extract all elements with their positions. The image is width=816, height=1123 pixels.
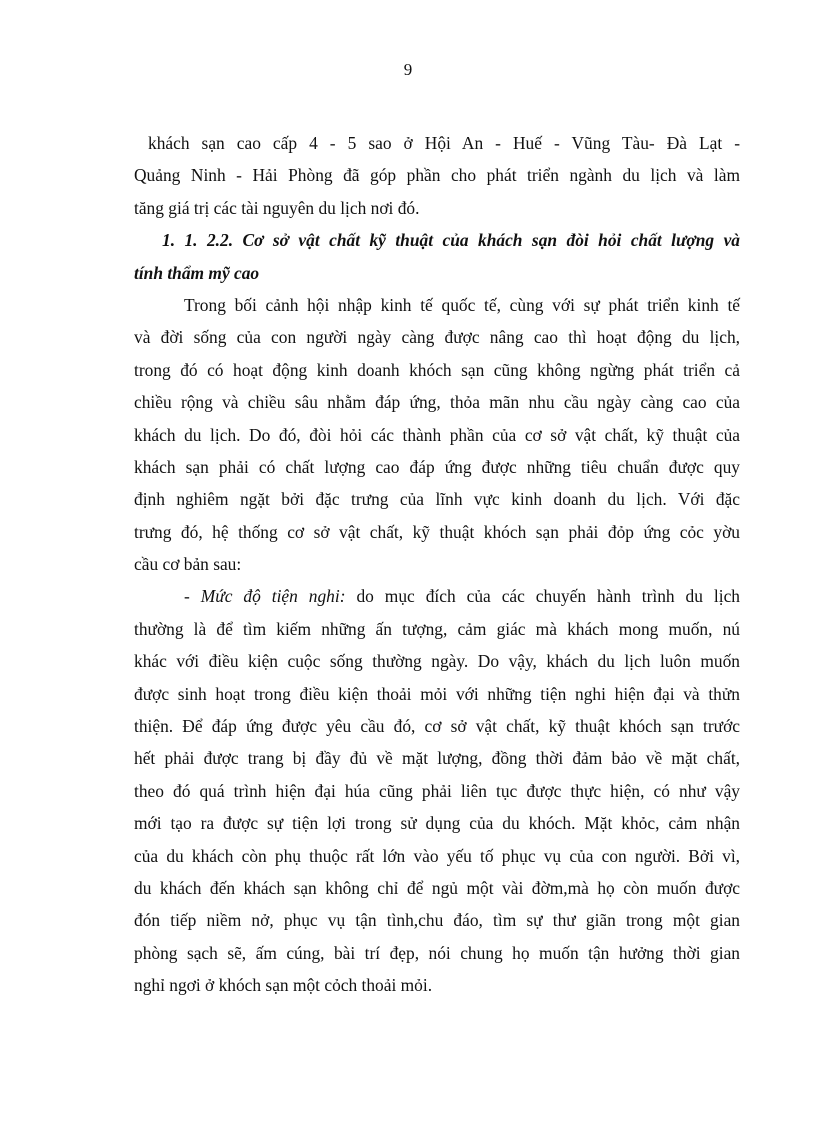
paragraph-line: của du khách còn phụ thuộc rất lớn vào yếu tố phục vụ của con người. Bởi vì, <box>134 845 740 866</box>
paragraph-comfort-level <box>134 580 740 1001</box>
paragraph-line: thường là để tìm kiếm những ấn tượng, cảm giác mà khách mong muốn, nú <box>134 618 740 639</box>
paragraph-line: khác với điều kiện cuộc sống thường ngày. Do vậy, khách du lịch luôn muốn <box>134 651 740 672</box>
section-heading <box>134 224 740 289</box>
paragraph-line <box>134 580 740 612</box>
paragraph-line: du khách đến khách sạn không chỉ để ngủ một vài đờm,mà họ còn muốn được <box>134 877 740 898</box>
paragraph-line: được sinh hoạt trong điều kiện thoải mỏi với những tiện nghi hiện đại và thửn <box>134 683 740 704</box>
paragraph-line: Quảng Ninh - Hải Phòng đã góp phần cho phát triển ngành du lịch và làm <box>134 165 740 186</box>
paragraph-context <box>134 289 740 581</box>
comfort-level-text: do mục đích của các chuyến hành trình du lịch <box>345 586 740 607</box>
heading-line: 1. 1. 2.2. Cơ sở vật chất kỹ thuật của khách sạn đòi hỏi chất lượng và <box>162 230 740 251</box>
paragraph-line: nghỉ ngơi ở khóch sạn một cỏch thoải mỏi. <box>134 975 433 996</box>
paragraph-line: chiều rộng và chiều sâu nhằm đáp ứng, thỏa mãn nhu cầu ngày càng cao của <box>134 392 740 413</box>
paragraph-line: trưng đó, hệ thống cơ sở vật chất, kỹ thuật khóch sạn phải đỏp ứng cỏc yờu <box>134 521 740 542</box>
paragraph-line: Trong bối cảnh hội nhập kinh tế quốc tế, cùng với sự phát triển kinh tế <box>184 294 740 315</box>
paragraph-line: hết phải được trang bị đầy đủ về mặt lượng, đồng thời đảm bảo về mặt chất, <box>134 748 740 769</box>
paragraph-line: và đời sống của con người ngày càng được nâng cao thì hoạt động du lịch, <box>134 327 740 348</box>
paragraph-line: thiện. Để đáp ứng được yêu cầu đó, cơ sở vật chất, kỹ thuật khóch sạn trước <box>134 716 740 737</box>
paragraph-line: cầu cơ bản sau: <box>134 554 242 575</box>
paragraph-line: trong đó có hoạt động kinh doanh khóch sạn cũng không ngừng phát triển cả <box>134 359 740 380</box>
paragraph-line: khách du lịch. Do đó, đòi hỏi các thành phần của cơ sở vật chất, kỹ thuật của <box>134 424 740 445</box>
comfort-level-term: - Mức độ tiện nghi: <box>184 586 346 607</box>
paragraph-line: mới tạo ra được sự tiện lợi trong sử dụng của du khóch. Mặt khỏc, cảm nhận <box>134 813 740 834</box>
heading-line: tính thẩm mỹ cao <box>134 262 260 283</box>
paragraph-line: phòng sạch sẽ, ấm cúng, bài trí đẹp, nói chung họ muốn tận hưởng thời gian <box>134 942 740 963</box>
paragraph-line: đón tiếp niềm nở, phục vụ tận tình,chu đáo, tìm sự thư giãn trong một gian <box>134 910 740 931</box>
paragraph-line: khách sạn phải có chất lượng cao đáp ứng được những tiêu chuẩn được quy <box>134 456 740 477</box>
paragraph-line: định nghiêm ngặt bởi đặc trưng của lĩnh vực kinh doanh du lịch. Với đặc <box>134 489 740 510</box>
page-number: 9 <box>403 60 413 79</box>
page-content <box>134 127 740 1002</box>
paragraph-line: khách sạn cao cấp 4 - 5 sao ở Hội An - Huế - Vũng Tàu- Đà Lạt - <box>148 133 740 153</box>
paragraph-line: theo đó quá trình hiện đại húa cũng phải liên tục được thực hiện, có như vậy <box>134 780 740 801</box>
paragraph-intro <box>134 127 740 224</box>
paragraph-line: tăng giá trị các tài nguyên du lịch nơi đó. <box>134 197 420 218</box>
